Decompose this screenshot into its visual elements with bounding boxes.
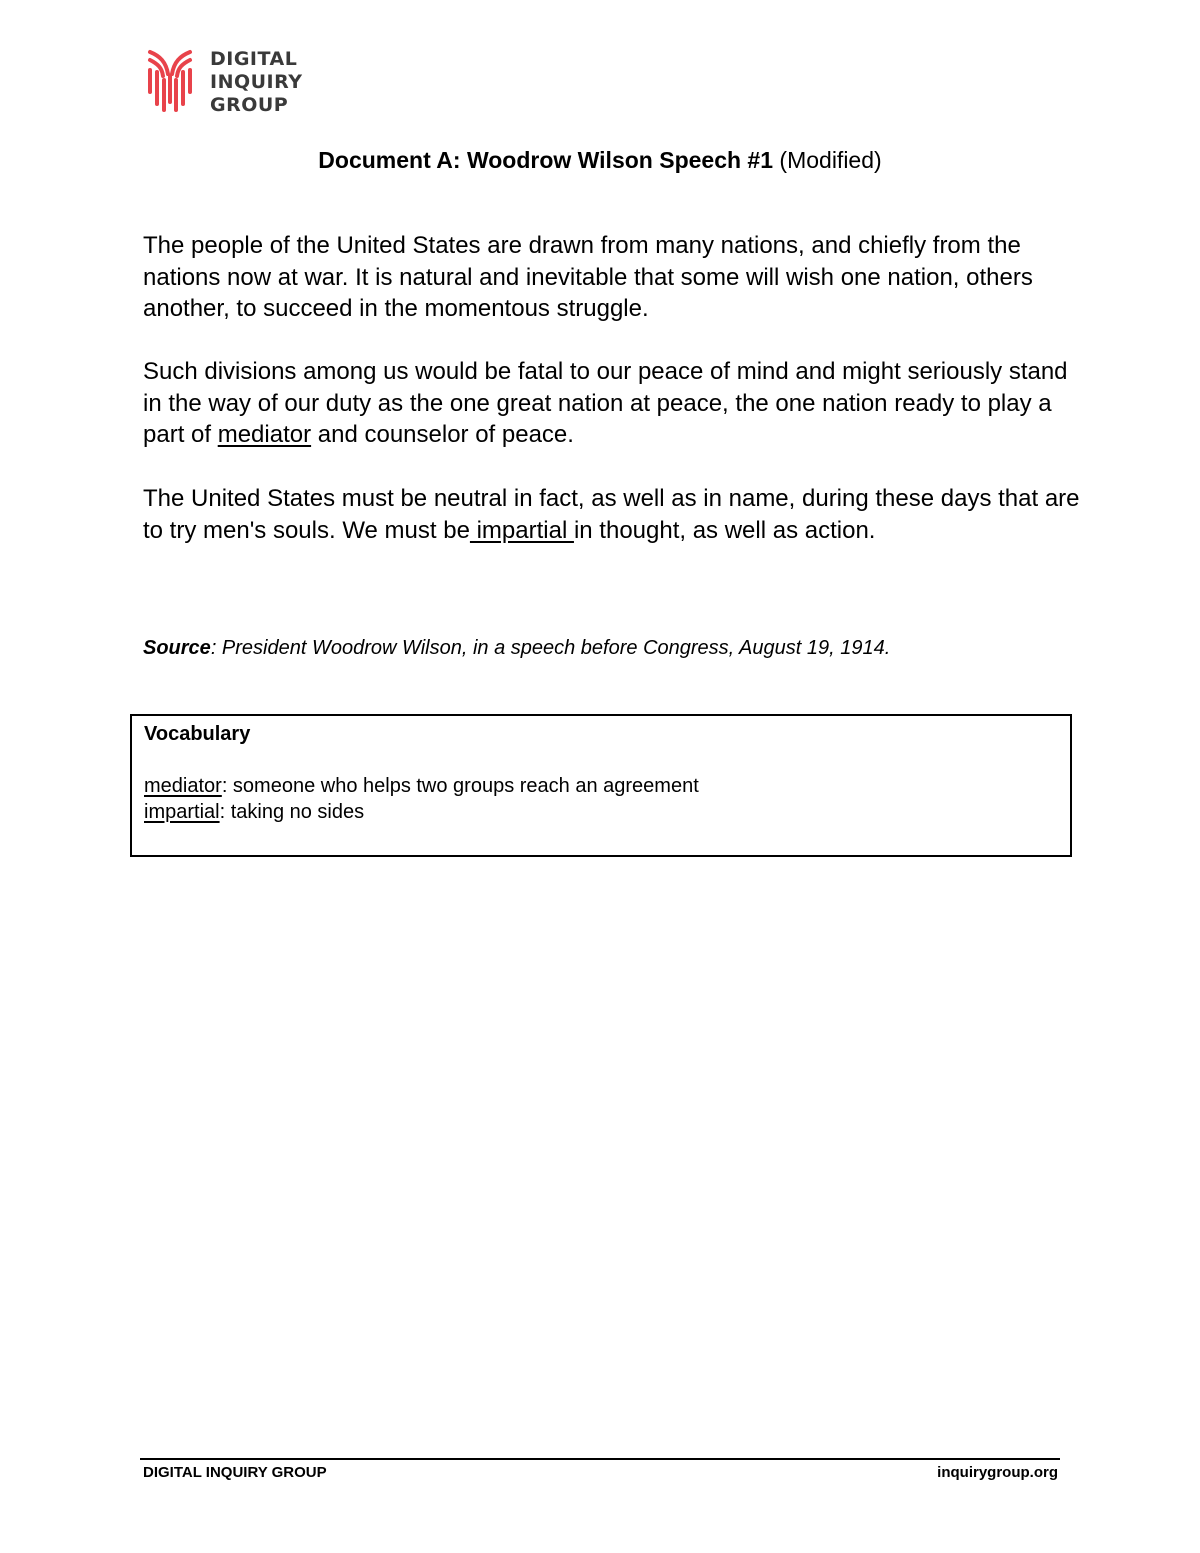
logo-line-2: INQUIRY <box>210 71 303 93</box>
logo <box>146 46 302 117</box>
logo-line-1: DIGITAL <box>210 48 298 70</box>
document-title <box>0 145 1200 175</box>
logo-line-3: GROUP <box>210 94 289 116</box>
document-title-suffix: (Modified) <box>779 147 882 173</box>
paragraph-2-before: Such divisions among us would be fatal to our peace of mind and might seriously stand in the way of our duty as the one great nation at peace, the one nation ready to play a part of <box>143 358 1068 448</box>
vocabulary-list <box>144 773 699 825</box>
paragraph-2-term-mediator: mediator <box>217 421 312 448</box>
vocabulary-title: Vocabulary <box>144 723 251 745</box>
vocabulary-item <box>144 773 699 799</box>
digital-inquiry-group-logo-icon <box>146 46 194 112</box>
footer-website: inquirygroup.org <box>937 1464 1058 1481</box>
paragraph-3-before: The United States must be neutral in fact, as well as in name, during these days that are to try men's souls. We must be <box>143 485 1080 544</box>
paragraph-1: The people of the United States are drawn from many nations, and chiefly from the nations now at war. It is natural and inevitable that some will wish one nation, others another, to succeed in the momentous struggle. <box>143 232 1033 322</box>
footer-organization: DIGITAL INQUIRY GROUP <box>143 1464 327 1481</box>
paragraph-3 <box>143 483 1083 546</box>
paragraph-3-term-impartial: impartial <box>469 516 574 544</box>
vocabulary-box <box>130 714 1072 857</box>
paragraph-2-after: and counselor of peace. <box>311 421 574 448</box>
vocabulary-item <box>144 799 699 825</box>
paragraph-3-after: in thought, as well as action. <box>573 516 876 544</box>
source-citation <box>143 635 1083 661</box>
logo-wordmark <box>210 48 302 117</box>
source-text: : President Woodrow Wilson, in a speech before Congress, August 19, 1914. <box>210 637 891 659</box>
document-title-main: Document A: Woodrow Wilson Speech #1 <box>318 147 774 173</box>
vocabulary-term: mediator <box>144 775 222 797</box>
vocabulary-definition: : someone who helps two groups reach an agreement <box>221 775 699 797</box>
footer-divider <box>140 1458 1060 1460</box>
source-label: Source <box>143 637 211 659</box>
paragraph-2 <box>143 356 1083 451</box>
vocabulary-definition: : taking no sides <box>219 801 365 823</box>
vocabulary-term: impartial <box>144 801 220 823</box>
